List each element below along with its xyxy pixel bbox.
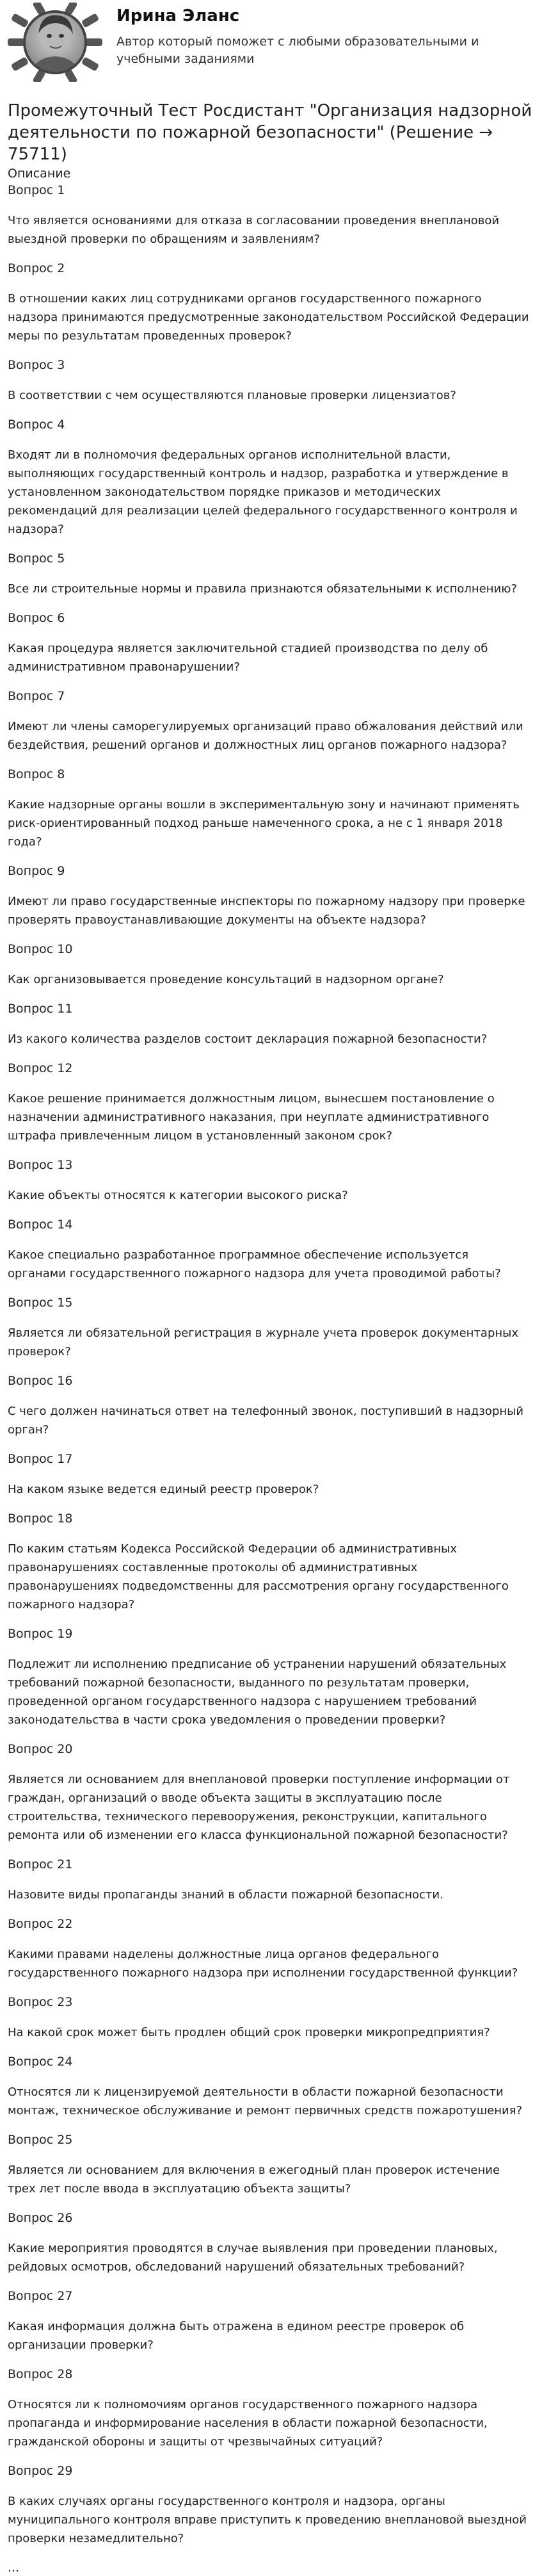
question-text: Имеют ли право государственные инспекторы по пожарному надзору при проверке проверять правоустанавливающие документы на объекте надзора?	[8, 895, 525, 927]
question-label: Вопрос 4	[8, 418, 65, 432]
question-item	[8, 1157, 534, 1205]
question-item	[8, 2053, 534, 2120]
question-label: Вопрос 29	[8, 2464, 73, 2478]
question-item	[8, 1216, 534, 1283]
question-text: Какие мероприятия проводятся в случае выявления при проведении плановых, рейдовых осмотров, обследований нарушений обязательных требований?	[8, 2242, 498, 2274]
question-text: Какие объекты относятся к категории высокого риска?	[8, 1189, 348, 1202]
question-text: Относятся ли к полномочиям органов государственного пожарного надзора пропаганда и информирование населения в области пожарной безопасности, гражданской обороны и защиты от чрезвычайных ситуаций?	[8, 2398, 488, 2449]
question-item	[8, 260, 534, 345]
question-item	[8, 1294, 534, 1361]
question-list	[8, 182, 534, 2548]
question-item	[8, 1916, 534, 1982]
author-description: Автор который поможет с любыми образовательными и учебными заданиями	[116, 35, 479, 66]
question-label: Вопрос 23	[8, 1995, 73, 2009]
question-text: На какой срок может быть продлен общий срок проверки микропредприятия?	[8, 2026, 490, 2039]
question-item	[8, 1451, 534, 1499]
question-text: В отношении каких лиц сотрудниками органов государственного пожарного надзора принимаются предусмотренные законодательством Российской Федерации меры по результатам проведенных проверок?	[8, 292, 529, 343]
question-item	[8, 416, 534, 539]
question-text: Какая информация должна быть отражена в едином реестре проверок об организации проверки?	[8, 2320, 465, 2352]
question-text: Какая процедура является заключительной стадией производства по делу об административном правонарушении?	[8, 642, 488, 674]
ellipsis: ...	[8, 2561, 20, 2575]
question-text: Назовите виды пропаганды знаний в области пожарной безопасности.	[8, 1888, 443, 1902]
question-text: Все ли строительные нормы и правила признаются обязательными к исполнению?	[8, 582, 517, 596]
question-label: Вопрос 13	[8, 1158, 73, 1172]
question-text: Входят ли в полномочия федеральных органов исполнительной власти, выполняющих государственный контроль и надзор, разработка и утверждение в установленном законодательством порядке приказов и методических рекомендаций для реализации целей федерального государственного контроля и надзора?	[8, 448, 518, 536]
question-label: Вопрос 11	[8, 1002, 73, 1016]
question-label: Вопрос 10	[8, 942, 73, 956]
author-info	[116, 3, 500, 68]
question-label: Вопрос 8	[8, 767, 65, 781]
question-label: Вопрос 19	[8, 1627, 73, 1641]
question-text: Имеют ли члены саморегулируемых организаций право обжалования действий или бездействия, решений органов и должностных лиц органов пожарного надзора?	[8, 720, 523, 752]
question-text: Является ли основанием для включения в ежегодный план проверок истечение трех лет после ввода в эксплуатацию объекта защиты?	[8, 2164, 500, 2196]
question-label: Вопрос 17	[8, 1452, 73, 1466]
question-text: Какое решение принимается должностным лицом, вынесшем постановление о назначении административного наказания, при неуплате административного штрафа привлеченным лицом в установленный законом срок?	[8, 1092, 495, 1143]
question-label: Вопрос 15	[8, 1296, 73, 1310]
question-label: Вопрос 9	[8, 864, 65, 878]
description-label: Описание	[8, 167, 71, 181]
question-label: Вопрос 16	[8, 1374, 73, 1388]
question-text: Является ли основанием для внеплановой проверки поступление информации от граждан, организаций о вводе объекта защиты в эксплуатацию после строительства, технического перевооружения, реконструкции, капитального ремонта или об изменении его класса функциональной пожарной безопасности?	[8, 1773, 510, 1842]
question-item	[8, 941, 534, 989]
question-item	[8, 1856, 534, 1904]
author-name[interactable]: Ирина Эланс	[116, 6, 240, 26]
question-text: Какие надзорные органы вошли в экспериментальную зону и начинают применять риск-ориентированный подход раньше намеченного срока, а не с 1 января 2018 года?	[8, 798, 520, 849]
question-item	[8, 1626, 534, 1729]
question-text: Что является основаниями для отказа в согласовании проведения внеплановой выездной проверки по обращениям и заявлениям?	[8, 214, 500, 246]
question-label: Вопрос 18	[8, 1512, 73, 1526]
question-label: Вопрос 25	[8, 2133, 73, 2147]
question-text: Как организовывается проведение консультаций в надзорном органе?	[8, 973, 444, 986]
document-title: Промежуточный Тест Росдистант "Организация надзорной деятельности по пожарной безопасности" (Решение → 75711)	[8, 101, 532, 164]
question-label: Вопрос 12	[8, 1061, 73, 1075]
author-card	[8, 0, 534, 86]
question-label: Вопрос 21	[8, 1857, 73, 1871]
question-label: Вопрос 28	[8, 2367, 73, 2381]
question-item	[8, 1000, 534, 1048]
question-item	[8, 610, 534, 676]
question-label: Вопрос 7	[8, 689, 65, 703]
question-item	[8, 766, 534, 851]
question-label: Вопрос 3	[8, 358, 65, 372]
question-item	[8, 2366, 534, 2451]
question-item	[8, 2132, 534, 2198]
question-text: Относятся ли к лицензируемой деятельности в области пожарной безопасности монтаж, техническое обслуживание и ремонт первичных средств пожаротушения?	[8, 2085, 523, 2117]
question-label: Вопрос 5	[8, 551, 65, 566]
question-item	[8, 2288, 534, 2354]
question-text: На каком языке ведется единый реестр проверок?	[8, 1483, 319, 1496]
question-label: Вопрос 1	[8, 183, 65, 197]
question-text: В соответствии с чем осуществляются плановые проверки лицензиатов?	[8, 389, 456, 402]
question-item	[8, 1510, 534, 1614]
question-item	[8, 1060, 534, 1145]
question-item	[8, 182, 534, 249]
question-label: Вопрос 27	[8, 2289, 73, 2303]
question-text: Из какого количества разделов состоит декларация пожарной безопасности?	[8, 1032, 488, 1046]
question-item	[8, 1373, 534, 1439]
question-item	[8, 357, 534, 405]
question-text: В каких случаях органы государственного контроля и надзора, органы муниципального контроля вправе приступить к проведению внеплановой выездной проверки незамедлительно?	[8, 2495, 527, 2545]
question-item	[8, 863, 534, 929]
question-text: Какими правами наделены должностные лица органов федерального государственного пожарного надзора при исполнении государственной функции?	[8, 1948, 518, 1980]
question-label: Вопрос 6	[8, 611, 65, 625]
question-label: Вопрос 26	[8, 2211, 73, 2225]
question-item	[8, 2463, 534, 2548]
question-label: Вопрос 14	[8, 1218, 73, 1232]
question-item	[8, 2210, 534, 2276]
question-text: Является ли обязательной регистрация в журнале учета проверок документарных проверок?	[8, 1326, 519, 1358]
question-item	[8, 1741, 534, 1845]
question-text: По каким статьям Кодекса Российской Федерации об административных правонарушениях составленные протоколы об административных правонарушениях подведомственны для рассмотрения органу государственного пожарного надзора?	[8, 1542, 509, 1611]
question-label: Вопрос 22	[8, 1917, 73, 1931]
question-item	[8, 550, 534, 598]
question-text: Какое специально разработанное программное обеспечение используется органами государственного пожарного надзора для учета проводимой работы?	[8, 1248, 501, 1280]
question-label: Вопрос 20	[8, 1742, 73, 1756]
question-label: Вопрос 24	[8, 2055, 73, 2069]
question-label: Вопрос 2	[8, 261, 65, 275]
question-item	[8, 1994, 534, 2042]
author-avatar[interactable]	[5, 3, 105, 82]
question-text: Подлежит ли исполнению предписание об устранении нарушений обязательных требований пожарной безопасности, выданного по результатам проверки, проведенной органом государственного надзора с нарушением требований законодательства в части срока уведомления о проведении проверки?	[8, 1658, 507, 1727]
question-text: С чего должен начинаться ответ на телефонный звонок, поступивший в надзорный орган?	[8, 1405, 524, 1437]
question-item	[8, 688, 534, 754]
